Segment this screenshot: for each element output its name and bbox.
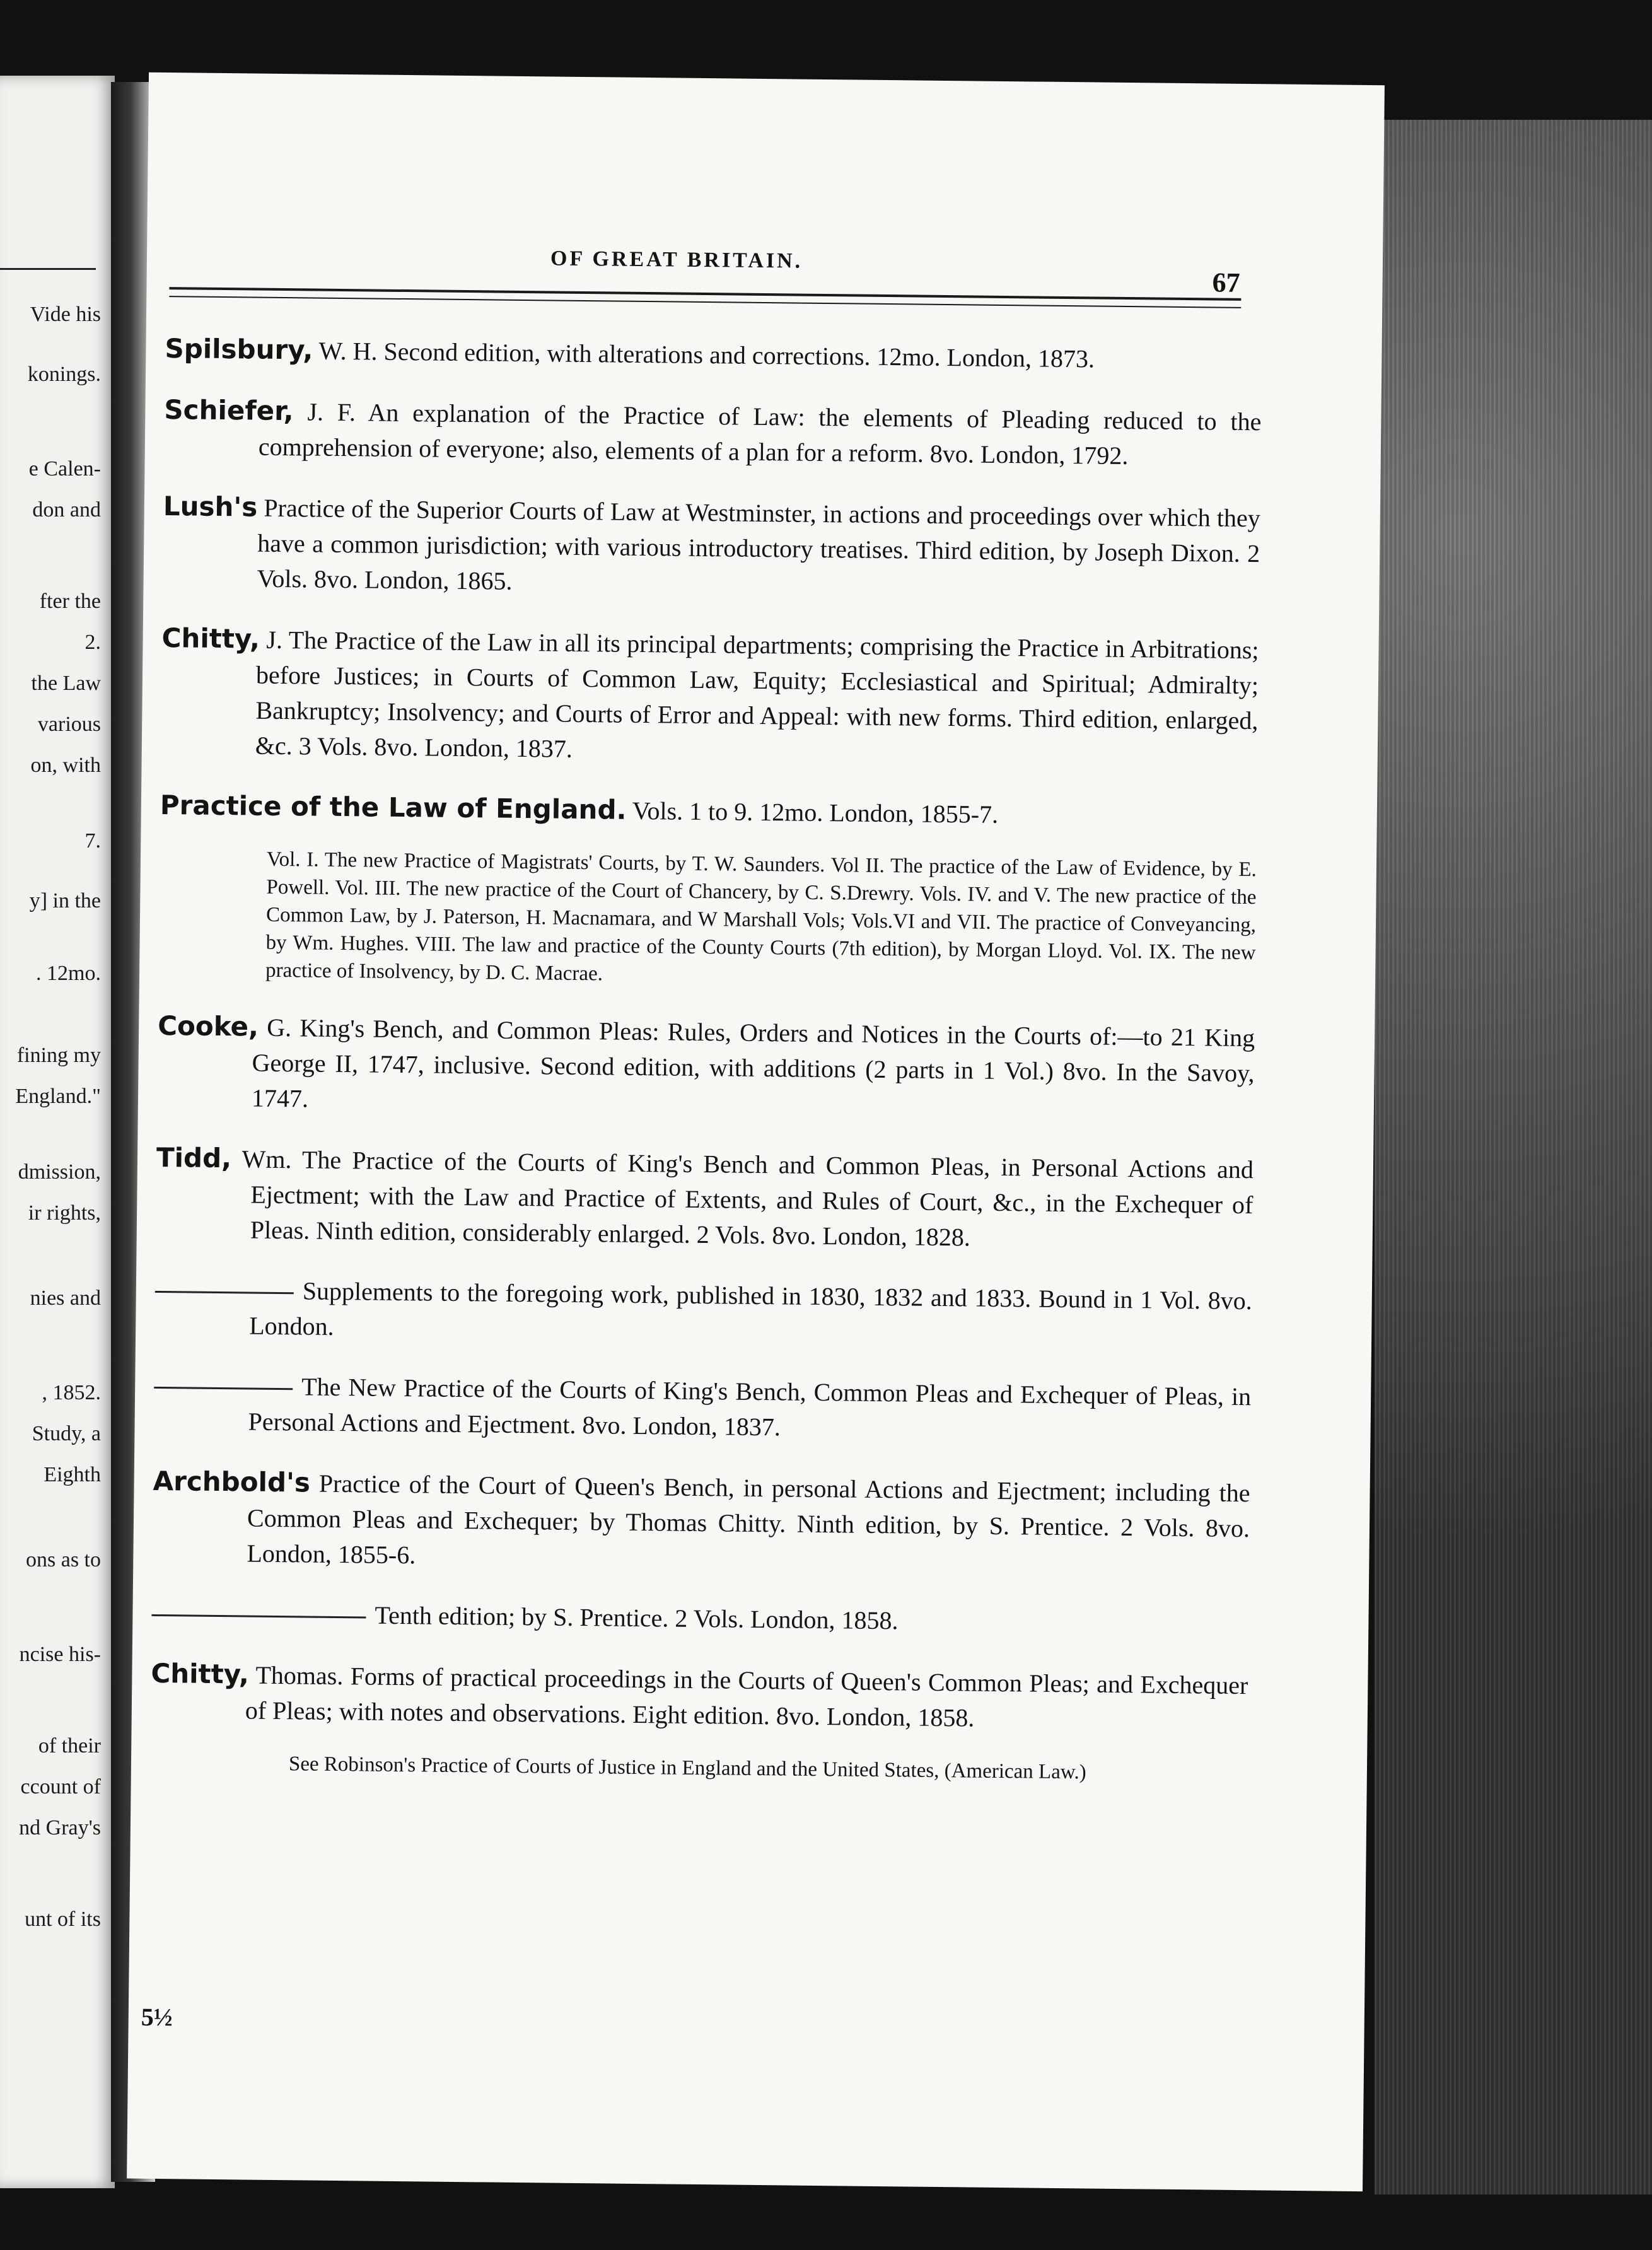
entry-text: Thomas. Forms of practical proceedings in the Courts of Queen's Common Pleas; and Exchequer of Pleas; with notes and observations. Eight edition. 8vo. London, 1858.: [245, 1660, 1248, 1732]
entry-title: Practice of the Law of England.: [160, 789, 627, 825]
bibliography-entry: [165, 331, 1262, 378]
entry-text: Vols. 1 to 9. 12mo. London, 1855-7.: [632, 796, 999, 829]
bibliography-entry: [156, 1140, 1254, 1258]
entry-author: Tidd,: [156, 1141, 232, 1174]
ditto-dash: [151, 1614, 366, 1619]
left-fragment-line: 2.: [84, 631, 101, 654]
book-page: [127, 73, 1385, 2191]
entry-author: Archbold's: [153, 1465, 311, 1498]
left-fragment-line: konings.: [27, 363, 101, 386]
entry-author: Spilsbury,: [165, 333, 313, 366]
left-page-fragment: [0, 76, 115, 2188]
entry-text: G. King's Bench, and Common Pleas: Rules, Orders and Notices in the Courts of:—to 21 King George II, 1747, inclusive. Second edition, with additions (2 parts in 1 Vol.) 8vo. In the Savoy, 1747.: [251, 1013, 1255, 1113]
left-fragment-line: Vide his: [30, 303, 101, 326]
left-fragment-line: nies and: [30, 1286, 101, 1310]
left-fragment-line: y] in the: [29, 889, 101, 912]
signature-mark: 5½: [141, 2002, 173, 2032]
entry-text: J. F. An explanation of the Practice of Law: the elements of Pleading reduced to the comprehension of everyone; also, elements of a plan for a reform. 8vo. London, 1792.: [258, 397, 1262, 470]
page-fore-edge: [1375, 120, 1652, 2195]
left-fragment-line: nd Gray's: [19, 1816, 101, 1839]
entry-author: Lush's: [163, 491, 258, 523]
ditto-dash: [155, 1291, 294, 1294]
left-fragment-line: dmission,: [18, 1160, 101, 1184]
entry-text: Tenth edition; by S. Prentice. 2 Vols. London, 1858.: [375, 1600, 899, 1635]
page-number: 67: [1212, 267, 1240, 298]
entry-text: W. H. Second edition, with alterations and corrections. 12mo. London, 1873.: [318, 336, 1095, 373]
left-page-rule: [0, 268, 96, 270]
entry-text: Wm. The Practice of the Courts of King's Bench and Common Pleas, in Personal Actions and Ejectment; with the Law and Practice of Extents, and Rules of Court, &c., in the Exchequer of Pleas. Ninth edition, considerably enlarged. 2 Vols. 8vo. London, 1828.: [241, 1145, 1254, 1252]
bibliography-entry: [151, 1656, 1248, 1739]
entry-text: Supplements to the foregoing work, published in 1830, 1832 and 1833. Bound in 1 Vol. 8vo. London.: [249, 1276, 1252, 1341]
bibliography-entry: [164, 392, 1262, 475]
volume-contents-note: Vol. I. The new Practice of Magistrats' Courts, by T. W. Saunders. Vol II. The practice of the Law of Evidence, by E. Powell. Vol. III. The new practice of the Court of Chancery, by C. S.Drewry. Vols. IV. and V. The new practice of the Common Law, by J. Paterson, H. Macnamara, and W Marshall Vols; Vols.VI and VII. The practice of Conveyancing, by Wm. Hughes. VIII. The law and practice of the County Courts (7th edition), by Morgan Lloyd. Vol. IX. The new practice of Insolvency, by D. C. Macrae.: [265, 848, 1257, 986]
left-fragment-line: on, with: [30, 754, 101, 777]
left-fragment-line: fter the: [39, 590, 101, 613]
left-fragment-line: fining my: [16, 1044, 101, 1067]
bibliography-entry: [157, 1008, 1255, 1126]
see-also-note: See Robinson's Practice of Courts of Justice in England and the United States, (American Law.): [288, 1752, 1086, 1784]
left-fragment-line: don and: [32, 498, 101, 522]
left-fragment-line: ir rights,: [28, 1201, 101, 1225]
bibliography-entry: [161, 621, 1259, 774]
bibliography-entry: [160, 788, 1258, 835]
left-fragment-line: . 12mo.: [36, 962, 101, 985]
bibliography-entry-continued: [154, 1272, 1252, 1354]
entry-text: The New Practice of the Courts of King's Bench, Common Pleas and Exchequer of Pleas, in Personal Actions and Ejectment. 8vo. London, 1837.: [248, 1372, 1252, 1442]
left-fragment-line: unt of its: [25, 1908, 101, 1931]
left-fragment-line: the Law: [31, 672, 101, 695]
left-fragment-line: Study, a: [32, 1422, 101, 1445]
page-header: [147, 243, 1383, 298]
entry-text: Practice of the Court of Queen's Bench, in personal Actions and Ejectment; including the Common Pleas and Exchequer; by Thomas Chitty. Ninth edition, by S. Prentice. 2 Vols. 8vo. London, 1855-6.: [247, 1469, 1250, 1570]
entry-author: Chitty,: [151, 1657, 250, 1690]
left-fragment-line: 7.: [84, 829, 101, 853]
left-fragment-line: various: [37, 713, 101, 736]
entry-author: Chitty,: [161, 622, 260, 655]
entry-text: Practice of the Superior Courts of Law at Westminster, in actions and proceedings over which they have a common jurisdiction; with various introductory treatises. Third edition, by Joseph Dixon. 2 Vols. 8vo. London, 1865.: [257, 493, 1260, 595]
running-head: OF GREAT BRITAIN.: [550, 247, 803, 273]
left-fragment-line: Eighth: [44, 1463, 101, 1486]
entry-text: J. The Practice of the Law in all its principal departments; comprising the Practice in Arbitrations; before Justices; in Courts of Common Law, Equity; Ecclesiastical and Spiritual; Admiralty; Bankruptcy; Insolvency; and Courts of Error and Appeal: with new forms. Third edition, enlarged, &c. 3 Vols. 8vo. London, 1837.: [255, 625, 1259, 763]
bibliography-entry-continued: [151, 1595, 1248, 1642]
left-fragment-line: , 1852.: [42, 1381, 101, 1404]
bibliography-entry: [162, 489, 1260, 607]
left-fragment-line: of their: [38, 1734, 101, 1757]
bibliography-entry-continued: [153, 1368, 1251, 1450]
left-fragment-line: ons as to: [26, 1548, 101, 1571]
left-fragment-line: ccount of: [20, 1775, 101, 1798]
ditto-dash: [154, 1387, 293, 1390]
left-fragment-line: ncise his-: [19, 1643, 101, 1666]
bibliography-entry: [152, 1464, 1250, 1582]
entry-author: Cooke,: [157, 1010, 259, 1042]
left-fragment-line: England.": [15, 1085, 101, 1108]
entry-author: Schiefer,: [164, 394, 294, 427]
left-fragment-line: e Calen-: [28, 457, 101, 481]
bibliography-entries: [150, 306, 1262, 1791]
